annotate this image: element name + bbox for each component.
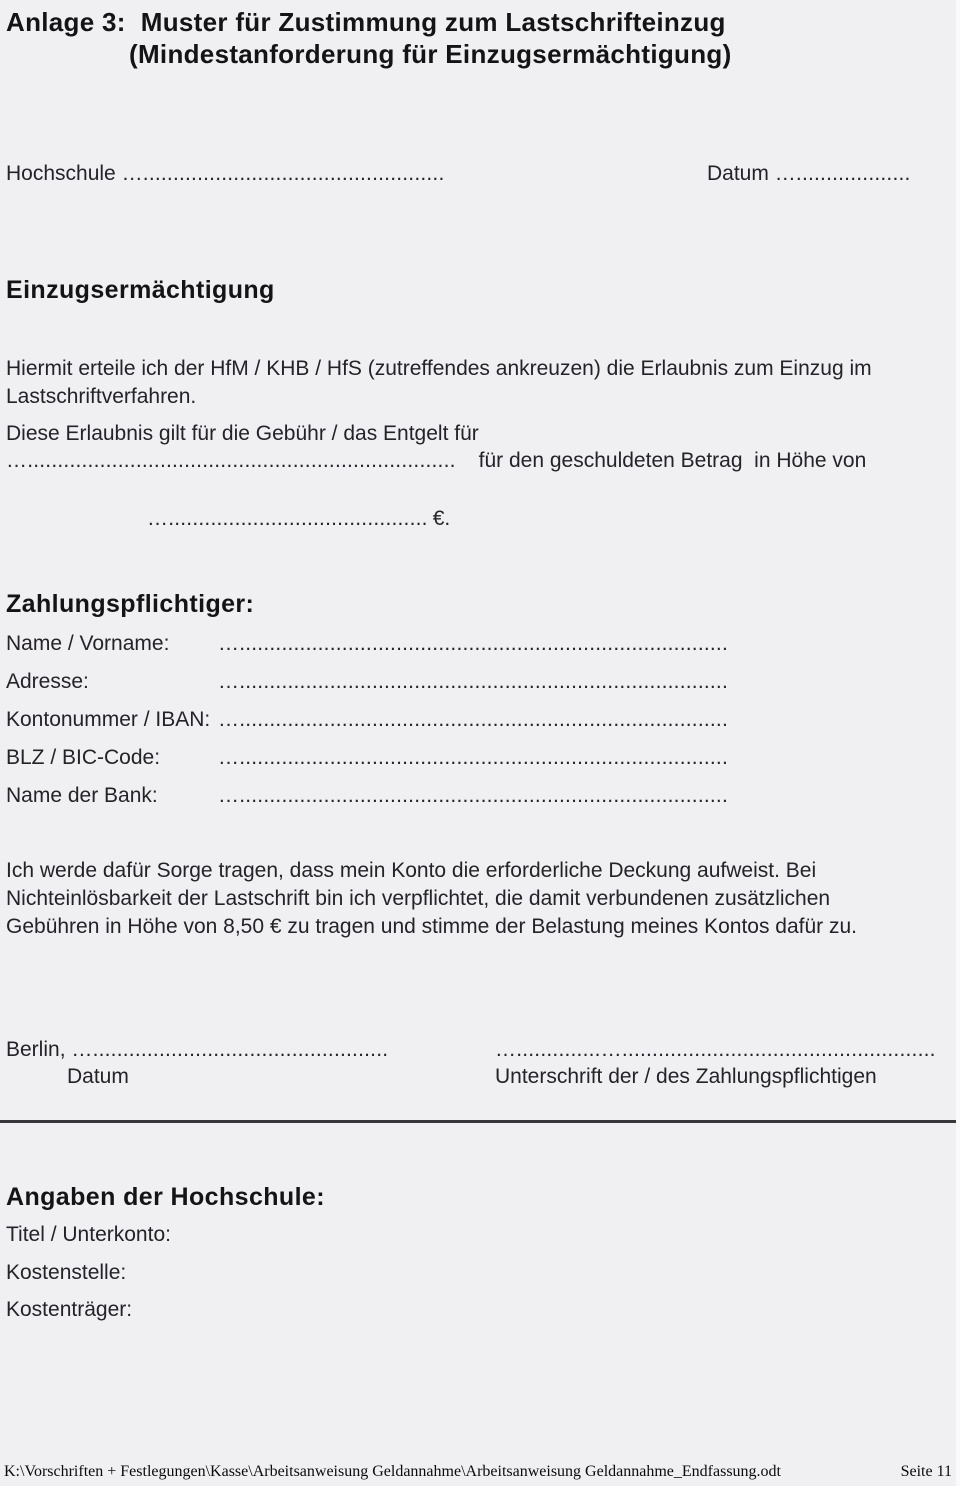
payer-field-fill-line: …................................................................................. [218, 708, 728, 731]
obligation-line2: Nichteinlösbarkeit der Lastschrift bin ich verpflichtet, die damit verbundenen zusätzlichen [6, 887, 831, 910]
place-label: Berlin, [6, 1038, 66, 1061]
amount-fill-row [147, 506, 450, 532]
datum-label: Datum [707, 162, 769, 185]
euro-currency-label: €. [432, 507, 451, 530]
scope-fill-line: …....................................................................... [6, 449, 456, 472]
authorization-intro-line1: Hiermit erteile ich der HfM / KHB / HfS (zutreffendes ankreuzen) die Erlaubnis zum Einzug im [6, 357, 872, 380]
kostenstelle-label: Kostenstelle: [6, 1261, 127, 1284]
document-title-line1: Anlage 3: Muster für Zustimmung zum Lastschrifteinzug [6, 7, 726, 37]
payer-field-label: Name / Vorname: [6, 632, 170, 655]
payer-field-row [6, 745, 728, 771]
datum-field [707, 161, 911, 187]
authorization-intro-line2: Lastschriftverfahren. [6, 385, 197, 408]
titel-unterkonto-label: Titel / Unterkonto: [6, 1223, 171, 1246]
document-title-line2: (Mindestanforderung für Einzugsermächtigung) [129, 39, 732, 69]
signature-caption: Unterschrift der / des Zahlungspflichtigen [495, 1065, 877, 1088]
payer-field-label: Name der Bank: [6, 784, 158, 807]
section-heading-zahlungspflichtiger: Zahlungspflichtiger: [6, 590, 255, 618]
signature-place-row [6, 1037, 388, 1063]
payer-field-label: Adresse: [6, 670, 89, 693]
payer-field-label: BLZ / BIC-Code: [6, 746, 161, 769]
page-edge-strip [956, 0, 960, 1486]
payer-field-label: Kontonummer / IBAN: [6, 708, 211, 731]
hochschule-field [6, 161, 445, 187]
section-heading-einzugsermaechtigung: Einzugsermächtigung [6, 276, 275, 304]
payer-field-fill-line: …................................................................................. [218, 784, 728, 807]
payer-field-row [6, 631, 728, 657]
scope-suffix-text: für den geschuldeten Betrag in Höhe von [478, 449, 867, 472]
section-divider-rule [0, 1120, 960, 1123]
payer-field-fill-line: …................................................................................. [218, 632, 728, 655]
kostentraeger-label: Kostenträger: [6, 1298, 133, 1321]
place-fill-line: …................................................. [71, 1038, 389, 1061]
payer-field-row [6, 783, 728, 809]
amount-fill-line: …........................................... [147, 507, 428, 530]
hochschule-label: Hochschule [6, 162, 116, 185]
datum-fill-line: …................... [774, 162, 911, 185]
payer-field-fill-line: …................................................................................. [218, 746, 728, 769]
signature-fill-line: …..............….................................................... [495, 1038, 936, 1061]
scope-intro-line: Diese Erlaubnis gilt für die Gebühr / das Entgelt für [6, 422, 479, 445]
footer-page-number: Seite 11 [900, 1463, 952, 1480]
payer-field-row [6, 707, 728, 733]
scope-fill-row [6, 448, 866, 474]
obligation-line1: Ich werde dafür Sorge tragen, dass mein Konto die erforderliche Deckung aufweist. Bei [6, 859, 817, 882]
obligation-line3: Gebühren in Höhe von 8,50 € zu tragen und stimme der Belastung meines Kontos dafür zu. [6, 915, 858, 938]
payer-field-fill-line: …................................................................................. [218, 670, 728, 693]
date-caption: Datum [67, 1065, 129, 1088]
payer-field-row [6, 669, 728, 695]
footer-file-path: K:\Vorschriften + Festlegungen\Kasse\Arbeitsanweisung Geldannahme\Arbeitsanweisung Geldannahme_Endfassung.odt [4, 1463, 781, 1480]
section-heading-angaben-hochschule: Angaben der Hochschule: [6, 1183, 325, 1211]
hochschule-fill-line: ….................................................. [121, 162, 445, 185]
